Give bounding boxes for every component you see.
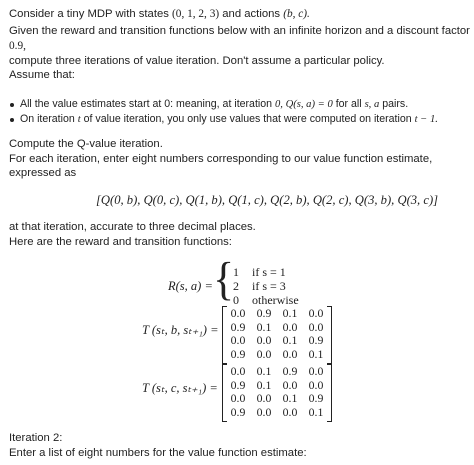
matrix-cell: 0.9	[308, 391, 324, 405]
matrix-cell: 0.0	[256, 404, 272, 419]
reward-case-condition: if s = 3	[252, 279, 286, 293]
iteration-heading: Iteration 2:	[9, 432, 63, 444]
answer-prompt: Enter a list of eight numbers for the value function estimate:	[9, 447, 307, 459]
matrix-cell: 0.1	[256, 319, 272, 334]
transition-c-label: T (sₜ, c, sₜ₊₁) =	[142, 381, 218, 395]
matrix-cell: 0.9	[230, 319, 246, 334]
bullet-item-2: On iteration t of value iteration, you only use values that were computed on iteration t − 1.	[20, 113, 438, 125]
matrix-cell: 0.0	[282, 319, 298, 334]
matrix-cell: 0.1	[282, 333, 298, 347]
intro-line-4: compute three iterations of value iteration. Don't assume a particular policy.	[9, 55, 385, 67]
matrix-cell: 0.9	[282, 364, 298, 378]
matrix-cell: 0.0	[308, 319, 324, 334]
transition-c-matrix	[222, 364, 332, 420]
matrix-cell: 0.9	[308, 333, 324, 347]
bullet-dot	[10, 118, 14, 122]
matrix-cell: 0.1	[282, 306, 298, 320]
task-line-3: expressed as	[9, 167, 77, 179]
task-line-5: Here are the reward and transition functions:	[9, 236, 232, 248]
task-line-2: For each iteration, enter eight numbers corresponding to our value function estimate,	[9, 153, 433, 165]
matrix-cell: 0.0	[282, 404, 298, 419]
matrix-cell: 0.9	[256, 306, 272, 320]
matrix-cell: 0.0	[230, 391, 246, 405]
q-vector: [Q(0, b), Q(0, c), Q(1, b), Q(1, c), Q(2, b), Q(2, c), Q(3, b), Q(3, c)]	[96, 193, 439, 207]
task-line-1: Compute the Q-value iteration.	[9, 138, 163, 150]
discount-factor: 0.9,	[9, 40, 26, 52]
bullet-item-1: All the value estimates start at 0: meaning, at iteration 0, Q(s, a) = 0 for all s, a pairs.	[20, 98, 409, 110]
matrix-cell: 0.0	[230, 364, 246, 378]
states-math: (0, 1, 2, 3)	[172, 8, 220, 20]
matrix-cell: 0.1	[308, 404, 324, 419]
matrix-cell: 0.0	[282, 346, 298, 361]
matrix-cell: 0.9	[230, 346, 246, 361]
matrix-cell: 0.1	[282, 391, 298, 405]
matrix-cell: 0.0	[256, 391, 272, 405]
matrix-cell: 0.0	[282, 377, 298, 392]
reward-label: R(s, a) =	[168, 279, 213, 293]
task-line-4: at that iteration, accurate to three decimal places.	[9, 221, 256, 233]
reward-case-value: 1	[233, 265, 239, 279]
matrix-cell: 0.0	[308, 377, 324, 392]
reward-case-value: 0	[233, 293, 239, 307]
left-brace: {	[213, 253, 235, 306]
matrix-cell: 0.0	[256, 333, 272, 347]
matrix-cell: 0.1	[308, 346, 324, 361]
intro-text: Consider a tiny MDP with states	[9, 8, 169, 20]
actions-math: (b, c).	[283, 8, 310, 20]
matrix-cell: 0.9	[230, 377, 246, 392]
transition-b-matrix	[222, 306, 332, 362]
reward-case-condition: if s = 1	[252, 265, 286, 279]
matrix-cell: 0.1	[256, 364, 272, 378]
bullet-dot	[10, 103, 14, 107]
intro-line-2: Given the reward and transition functions below with an infinite horizon and a discount factor	[9, 25, 470, 37]
matrix-cell: 0.0	[230, 333, 246, 347]
transition-b-label: T (sₜ, b, sₜ₊₁) =	[142, 323, 219, 337]
matrix-cell: 0.9	[230, 404, 246, 419]
intro-line-1	[9, 7, 310, 21]
matrix-cell: 0.0	[256, 346, 272, 361]
matrix-cell: 0.0	[230, 306, 246, 320]
reward-case-value: 2	[233, 279, 239, 293]
matrix-cell: 0.0	[308, 306, 324, 320]
reward-case-condition: otherwise	[252, 293, 299, 307]
intro-mid-text: and actions	[222, 8, 281, 20]
matrix-cell: 0.0	[308, 364, 324, 378]
matrix-cell: 0.1	[256, 377, 272, 392]
intro-line-5: Assume that:	[9, 69, 75, 81]
